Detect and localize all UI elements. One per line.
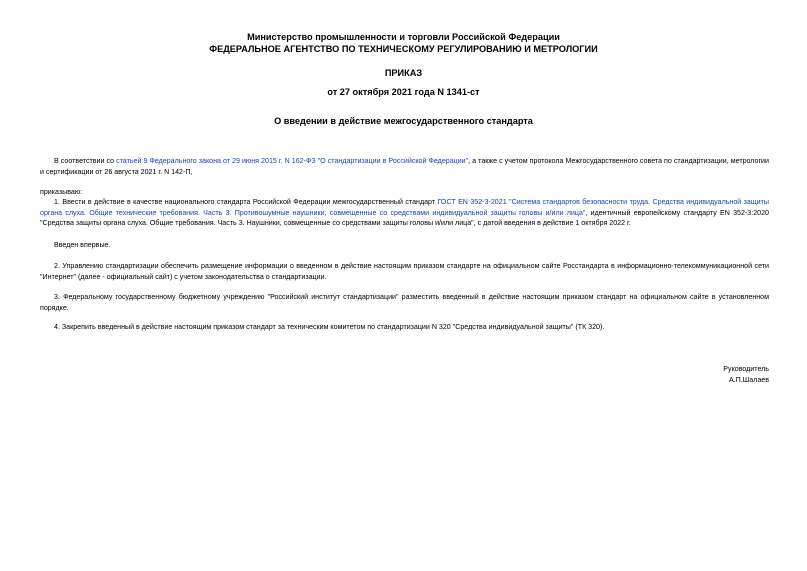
paragraph-item-4: 4. Закрепить введенный в действие настоящим приказом стандарт за техническим комитетом по стандартизации N 320 "Средства индивидуальной защиты" (ТК 320). bbox=[54, 323, 605, 331]
law-link[interactable]: статьей 9 Федерального закона от 29 июня 2015 г. N 162-ФЗ "О стандартизации в Российской Федерации" bbox=[116, 157, 469, 165]
paragraph-introduced-first: Введен впервые. bbox=[54, 241, 111, 249]
preamble-text-end: , а также с учетом протокола Межгосударственного совета по стандартизации, метрологии и сертификации от 26 августа 2021 г. N 142-П, bbox=[40, 157, 769, 176]
paragraph-item-2: 2. Управлению стандартизации обеспечить размещение информации о введенном в действие настоящим приказом стандарте на официальном сайте Росстандарта в информационно-телекоммуникационной сети "Интернет" (далее - официальный сайт) с учетом законодательства о стандартизации. bbox=[40, 262, 769, 281]
signature-name: А.П.Шалаев bbox=[728, 376, 769, 384]
date-number-heading: от 27 октября 2021 года N 1341-ст bbox=[327, 87, 480, 97]
paragraph-item-3: 3. Федеральному государственному бюджетному учреждению "Российский институт стандартизации" разместить введенный в действие настоящим приказом стандарт на официальном сайте в установленном порядке. bbox=[40, 293, 769, 312]
signature-title: Руководитель bbox=[723, 365, 769, 373]
standard-link[interactable]: ГОСТ EN 352-3-2021 "Система стандартов безопасности труда. Средства индивидуальной защиты органа слуха. Общие технические требования. Часть 3. Противошумные наушники, совмещенные со средствами индивидуальной защиты головы и/или лица" bbox=[40, 198, 769, 217]
subject-heading: О введении в действие межгосударственного стандарта bbox=[274, 116, 533, 126]
item-1-text-end: , идентичный европейскому стандарту EN 352-3:2020 "Средства защиты органа слуха. Общие требования. Часть 3. Наушники, совмещенные со средствами защиты головы и/или лица", с датой введения в действие 1 октября 2022 г. bbox=[40, 208, 769, 228]
paragraph-orders: приказываю: bbox=[40, 188, 83, 196]
ministry-heading: Министерство промышленности и торговли Российской Федерации bbox=[247, 32, 560, 42]
paragraph-preamble bbox=[40, 156, 769, 177]
preamble-text-start: В соответствии со bbox=[54, 157, 117, 165]
doc-type-heading: ПРИКАЗ bbox=[384, 68, 423, 78]
paragraph-item-1 bbox=[40, 197, 769, 229]
item-1-text-start: 1. Ввести в действие в качестве национального стандарта Российской Федерации межгосударственный стандарт bbox=[54, 198, 438, 206]
agency-heading: ФЕДЕРАЛЬНОЕ АГЕНТСТВО ПО ТЕХНИЧЕСКОМУ РЕГУЛИРОВАНИЮ И МЕТРОЛОГИИ bbox=[209, 44, 598, 54]
